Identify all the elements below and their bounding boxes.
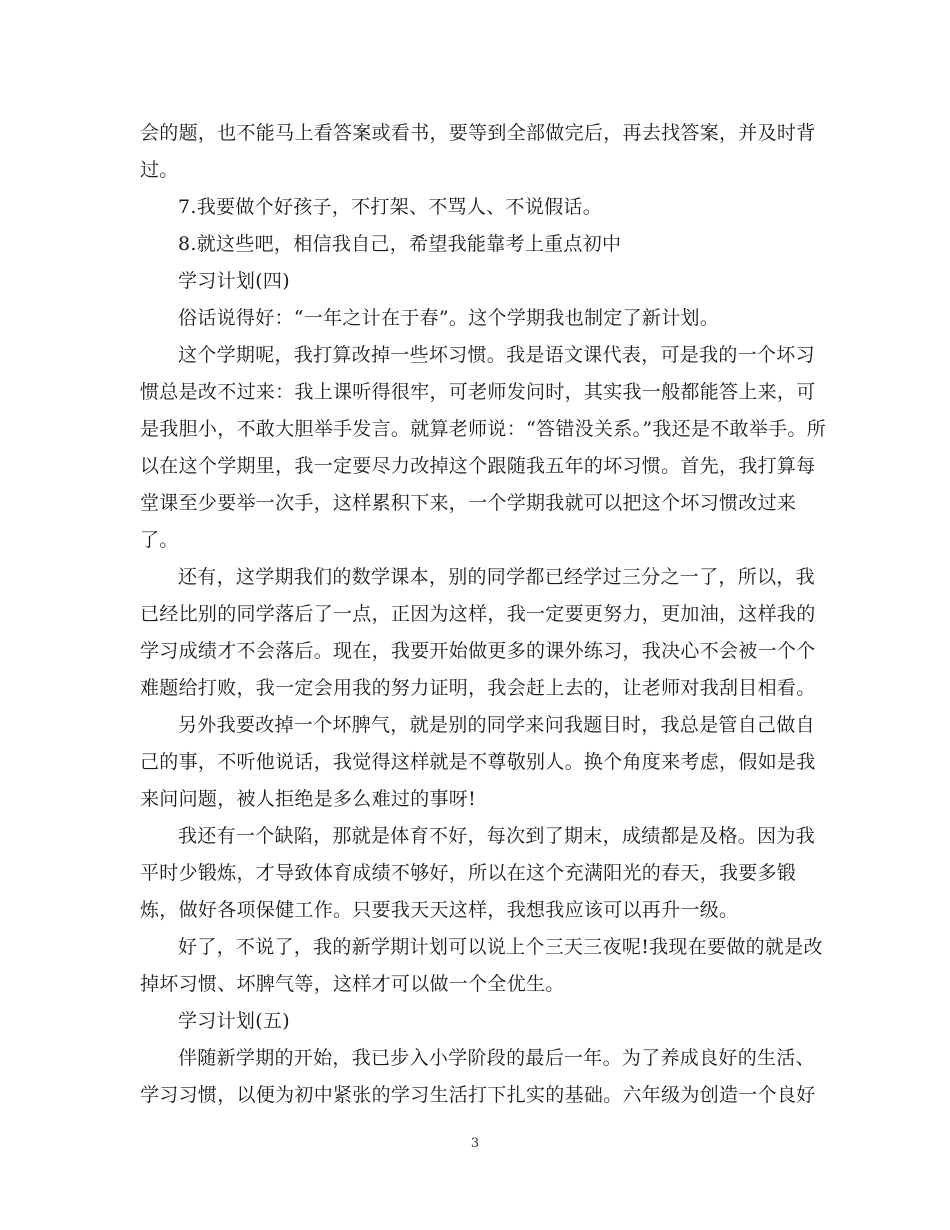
text-line: 平时少锻炼，才导致体育成绩不够好，所以在这个充满阳光的春天，我要多锻 — [140, 862, 797, 884]
text-line: 掉坏习惯、坏脾气等，这样才可以做一个全优生。 — [140, 973, 565, 995]
text-line: 学习成绩才不会落后。现在，我要开始做更多的课外练习，我决心不会被一个个 — [140, 640, 816, 662]
text-line: 好了，不说了，我的新学期计划可以说上个三天三夜呢!我现在要做的就是改 — [178, 936, 823, 958]
text-line: 己的事，不听他说话，我觉得这样就是不尊敬别人。换个角度来考虑，假如是我 — [140, 751, 816, 773]
text-line: 惯总是改不过来：我上课听得很牢，可老师发问时，其实我一般都能答上来，可 — [140, 381, 816, 403]
text-line: 俗话说得好：“一年之计在于春”。这个学期我也制定了新计划。 — [178, 307, 720, 329]
text-line: 8.就这些吧，相信我自己，希望我能靠考上重点初中 — [178, 233, 622, 255]
text-line: 已经比别的同学落后了一点，正因为这样，我一定要更努力，更加油，这样我的 — [140, 603, 816, 625]
text-line: 是我胆小，不敢大胆举手发言。就算老师说：“答错没关系。”我还是不敢举手。所 — [140, 418, 827, 440]
text-line: 以在这个学期里，我一定要尽力改掉这个跟随我五年的坏习惯。首先，我打算每 — [140, 455, 816, 477]
text-line: 我还有一个缺陷，那就是体育不好，每次到了期末，成绩都是及格。因为我 — [178, 825, 815, 847]
page-number: 3 — [470, 1136, 480, 1151]
text-line: 会的题，也不能马上看答案或看书，要等到全部做完后，再去找答案，并及时背 — [140, 122, 816, 144]
text-line: 另外我要改掉一个坏脾气，就是别的同学来问我题目时，我总是管自己做自 — [178, 714, 815, 736]
text-line: 学习习惯，以便为初中紧张的学习生活打下扎实的基础。六年级为创造一个良好 — [140, 1084, 816, 1106]
text-line: 学习计划(四) — [178, 270, 290, 292]
text-line: 了。 — [140, 529, 179, 551]
text-line: 难题给打败，我一定会用我的努力证明，我会赶上去的，让老师对我刮目相看。 — [140, 677, 816, 699]
text-line: 学习计划(五) — [178, 1010, 290, 1032]
text-line: 还有，这学期我们的数学课本，别的同学都已经学过三分之一了，所以，我 — [178, 566, 815, 588]
text-line: 伴随新学期的开始，我已步入小学阶段的最后一年。为了养成良好的生活、 — [178, 1047, 815, 1069]
text-line: 过。 — [140, 159, 179, 181]
text-line: 这个学期呢，我打算改掉一些坏习惯。我是语文课代表，可是我的一个坏习 — [178, 344, 815, 366]
text-line: 堂课至少要举一次手，这样累积下来，一个学期我就可以把这个坏习惯改过来 — [140, 492, 797, 514]
text-line: 7.我要做个好孩子，不打架、不骂人、不说假话。 — [178, 196, 603, 218]
text-line: 炼，做好各项保健工作。只要我天天这样，我想我应该可以再升一级。 — [140, 899, 739, 921]
text-line: 来问问题，被人拒绝是多么难过的事呀! — [140, 788, 477, 810]
